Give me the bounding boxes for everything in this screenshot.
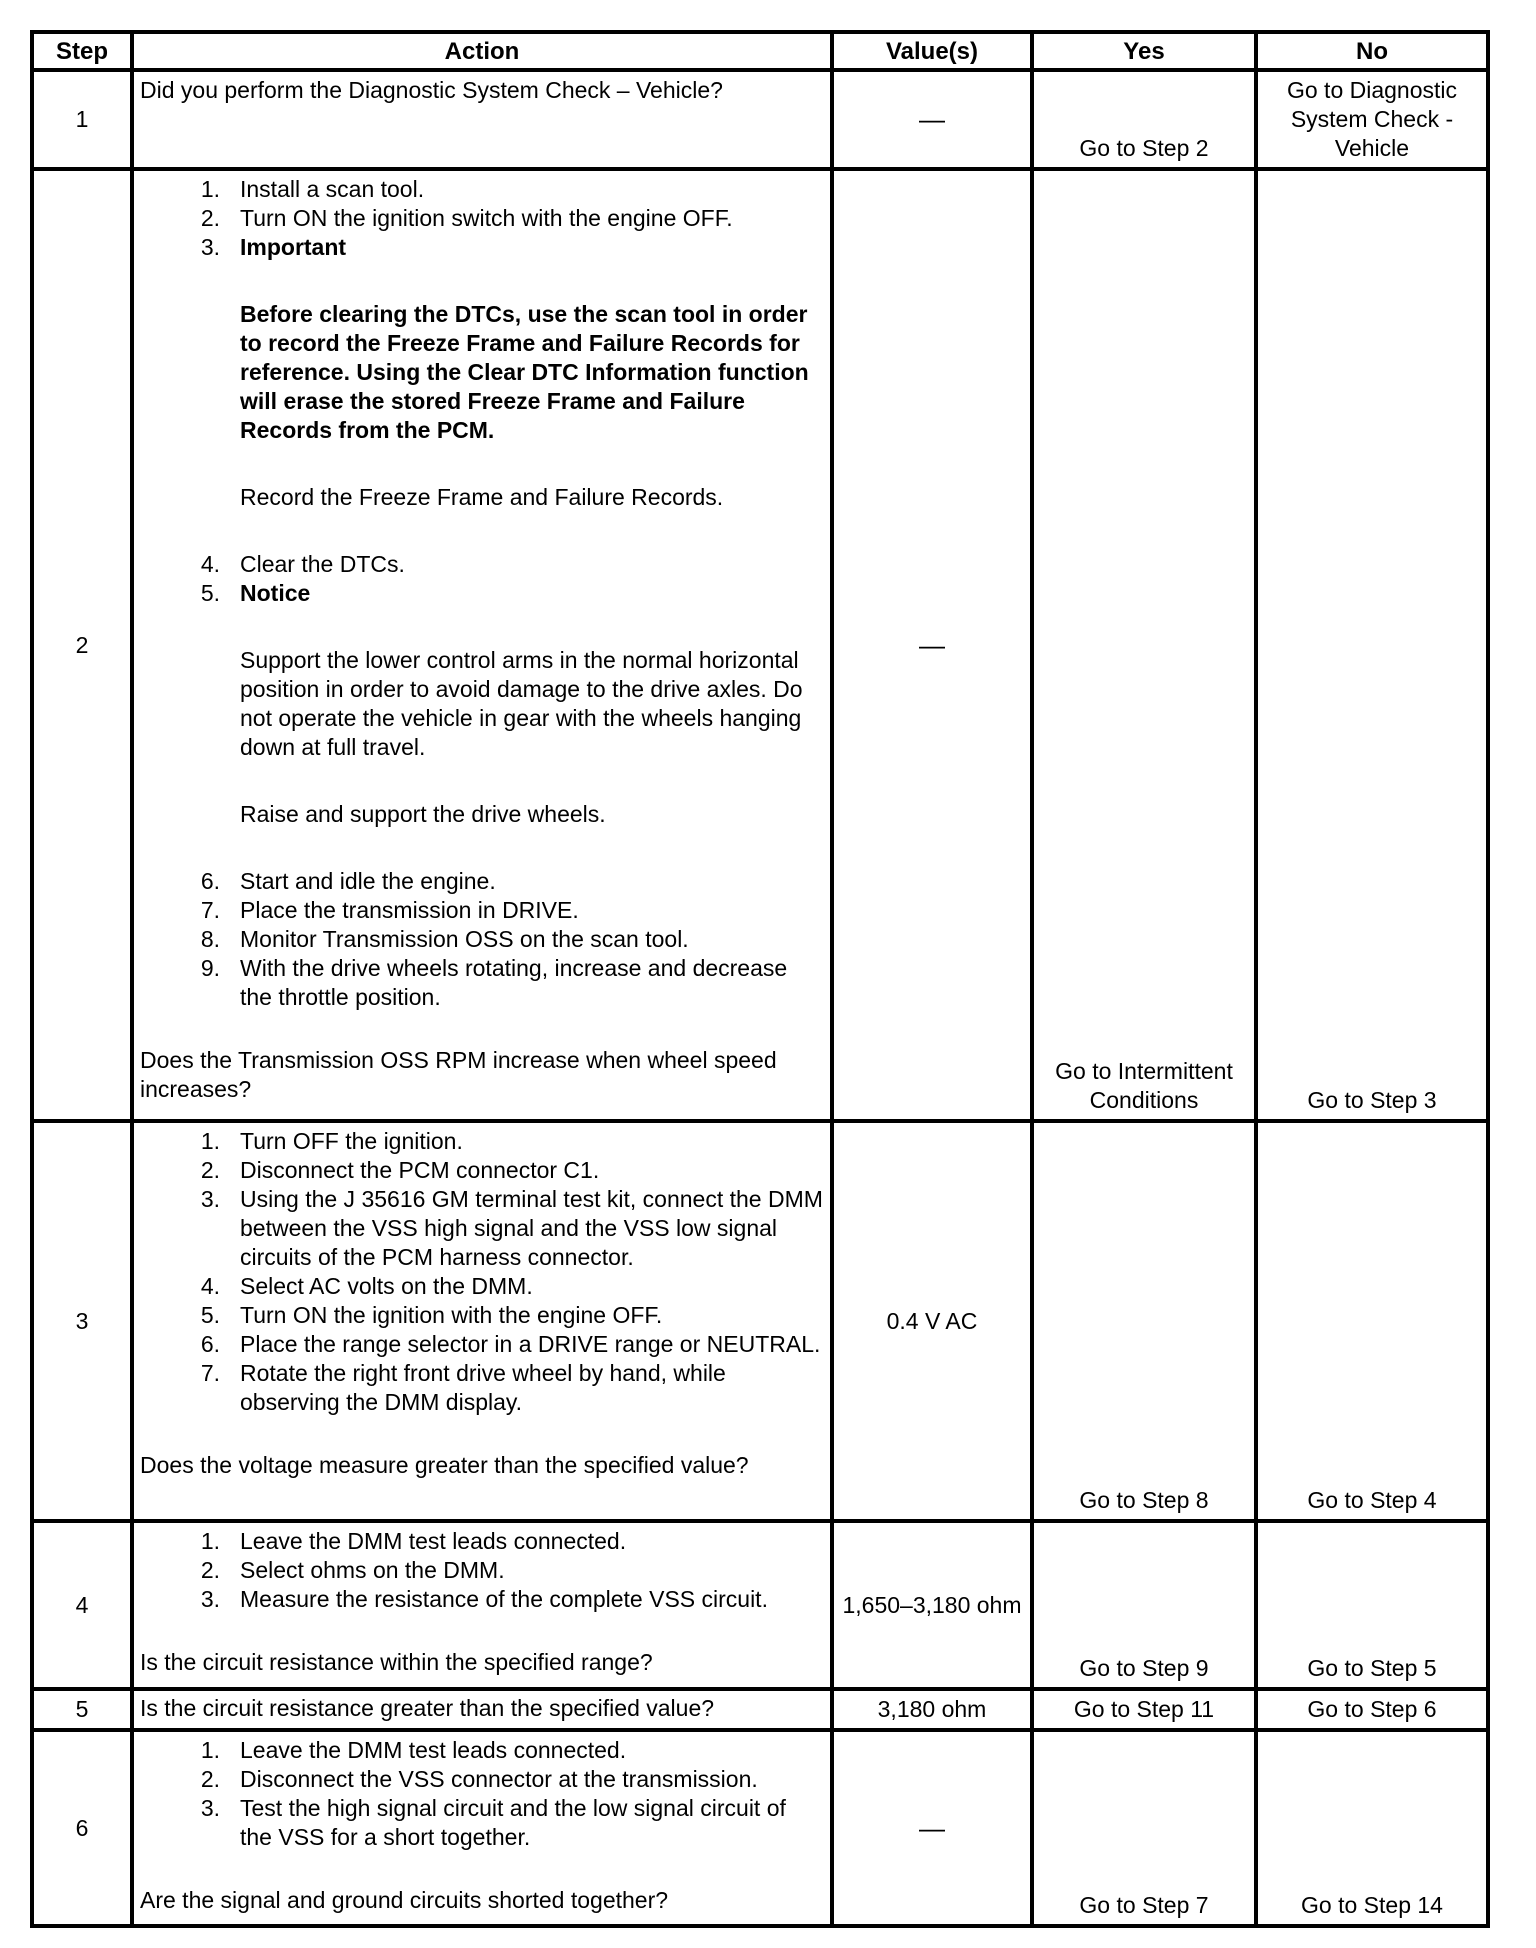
- list-item: 6. Start and idle the engine.: [200, 868, 496, 894]
- list-item: 7. Rotate the right front drive wheel by hand, while observing the DMM display.: [200, 1360, 726, 1415]
- value-cell: —: [832, 1730, 1032, 1926]
- value-cell: 1,650–3,180 ohm: [832, 1521, 1032, 1689]
- list-item: 9. With the drive wheels rotating, increase and decrease the throttle position.: [200, 955, 788, 1010]
- header-no: No: [1256, 32, 1488, 70]
- no-cell: Go to Diagnostic System Check - Vehicle: [1256, 70, 1488, 169]
- action-cell: [132, 1121, 832, 1521]
- question-text: Is the circuit resistance within the specified range?: [140, 1649, 653, 1675]
- important-followup: Record the Freeze Frame and Failure Records.: [240, 484, 724, 510]
- no-cell: Go to Step 6: [1256, 1689, 1488, 1730]
- list-item: 5. Notice: [200, 580, 311, 606]
- value-cell: 0.4 V AC: [832, 1121, 1032, 1521]
- table-row: [32, 1121, 1488, 1521]
- list-item: 1. Leave the DMM test leads connected.: [200, 1737, 627, 1763]
- important-text: Before clearing the DTCs, use the scan tool in order to record the Freeze Frame and Failure Records for reference. Using the Clear DTC Information function will erase the stored Freeze Frame and Failure Records from the PCM.: [240, 301, 809, 443]
- action-cell: [132, 1521, 832, 1689]
- action-cell: [132, 1689, 832, 1730]
- action-cell: [132, 1730, 832, 1926]
- yes-cell: Go to Step 8: [1032, 1121, 1256, 1521]
- value-cell: —: [832, 169, 1032, 1121]
- list-item: 4. Select AC volts on the DMM.: [200, 1273, 533, 1299]
- list-item: 2. Disconnect the VSS connector at the transmission.: [200, 1766, 758, 1792]
- diagnostic-table: [30, 30, 1490, 1928]
- list-item: 1. Leave the DMM test leads connected.: [200, 1528, 627, 1554]
- list-item: 3. Measure the resistance of the complete VSS circuit.: [200, 1586, 768, 1612]
- header-action: Action: [132, 32, 832, 70]
- yes-cell: Go to Step 2: [1032, 70, 1256, 169]
- table-row: [32, 169, 1488, 1121]
- yes-cell: Go to Step 9: [1032, 1521, 1256, 1689]
- step-number: 3: [32, 1121, 132, 1521]
- question-text: Does the voltage measure greater than the specified value?: [140, 1452, 749, 1478]
- yes-cell: Go to Step 7: [1032, 1730, 1256, 1926]
- table-row: [32, 1521, 1488, 1689]
- list-item: 8. Monitor Transmission OSS on the scan tool.: [200, 926, 689, 952]
- notice-text: Support the lower control arms in the normal horizontal position in order to avoid damage to the drive axles. Do not operate the vehicle in gear with the wheels hanging down at full travel.: [240, 647, 803, 760]
- list-item: 2. Select ohms on the DMM.: [200, 1557, 505, 1583]
- question-text: Are the signal and ground circuits shorted together?: [140, 1887, 669, 1913]
- step-number: 1: [32, 70, 132, 169]
- yes-cell: Go to Step 11: [1032, 1689, 1256, 1730]
- notice-followup: Raise and support the drive wheels.: [240, 801, 606, 827]
- list-item: 5. Turn ON the ignition with the engine OFF.: [200, 1302, 663, 1328]
- table-row: [32, 70, 1488, 169]
- no-cell: Go to Step 14: [1256, 1730, 1488, 1926]
- list-item: 2. Turn ON the ignition switch with the engine OFF.: [200, 205, 733, 231]
- no-cell: Go to Step 5: [1256, 1521, 1488, 1689]
- list-item: 1. Install a scan tool.: [200, 176, 425, 202]
- no-cell: Go to Step 4: [1256, 1121, 1488, 1521]
- list-item: 7. Place the transmission in DRIVE.: [200, 897, 579, 923]
- table-row: [32, 1689, 1488, 1730]
- header-yes: Yes: [1032, 32, 1256, 70]
- header-row: [32, 32, 1488, 70]
- no-cell: Go to Step 3: [1256, 169, 1488, 1121]
- header-step: Step: [32, 32, 132, 70]
- question-text: Does the Transmission OSS RPM increase when wheel speed increases?: [140, 1047, 777, 1102]
- header-values: Value(s): [832, 32, 1032, 70]
- step-number: 4: [32, 1521, 132, 1689]
- value-cell: —: [832, 70, 1032, 169]
- action-cell: [132, 169, 832, 1121]
- list-item: 1. Turn OFF the ignition.: [200, 1128, 463, 1154]
- step-number: 6: [32, 1730, 132, 1926]
- question-text: Did you perform the Diagnostic System Check – Vehicle?: [140, 77, 723, 103]
- list-item: 4. Clear the DTCs.: [200, 551, 405, 577]
- list-item: 3. Important: [200, 234, 347, 260]
- action-cell: [132, 70, 832, 169]
- question-text: Is the circuit resistance greater than the specified value?: [140, 1695, 715, 1721]
- list-item: 2. Disconnect the PCM connector C1.: [200, 1157, 600, 1183]
- value-cell: 3,180 ohm: [832, 1689, 1032, 1730]
- list-item: 3. Using the J 35616 GM terminal test kit, connect the DMM between the VSS high signal and the VSS low signal circuits of the PCM harness connector.: [200, 1186, 823, 1270]
- table-row: [32, 1730, 1488, 1926]
- step-number: 5: [32, 1689, 132, 1730]
- step-number: 2: [32, 169, 132, 1121]
- list-item: 6. Place the range selector in a DRIVE range or NEUTRAL.: [200, 1331, 821, 1357]
- yes-cell: Go to Intermittent Conditions: [1032, 169, 1256, 1121]
- list-item: 3. Test the high signal circuit and the low signal circuit of the VSS for a short together.: [200, 1795, 786, 1850]
